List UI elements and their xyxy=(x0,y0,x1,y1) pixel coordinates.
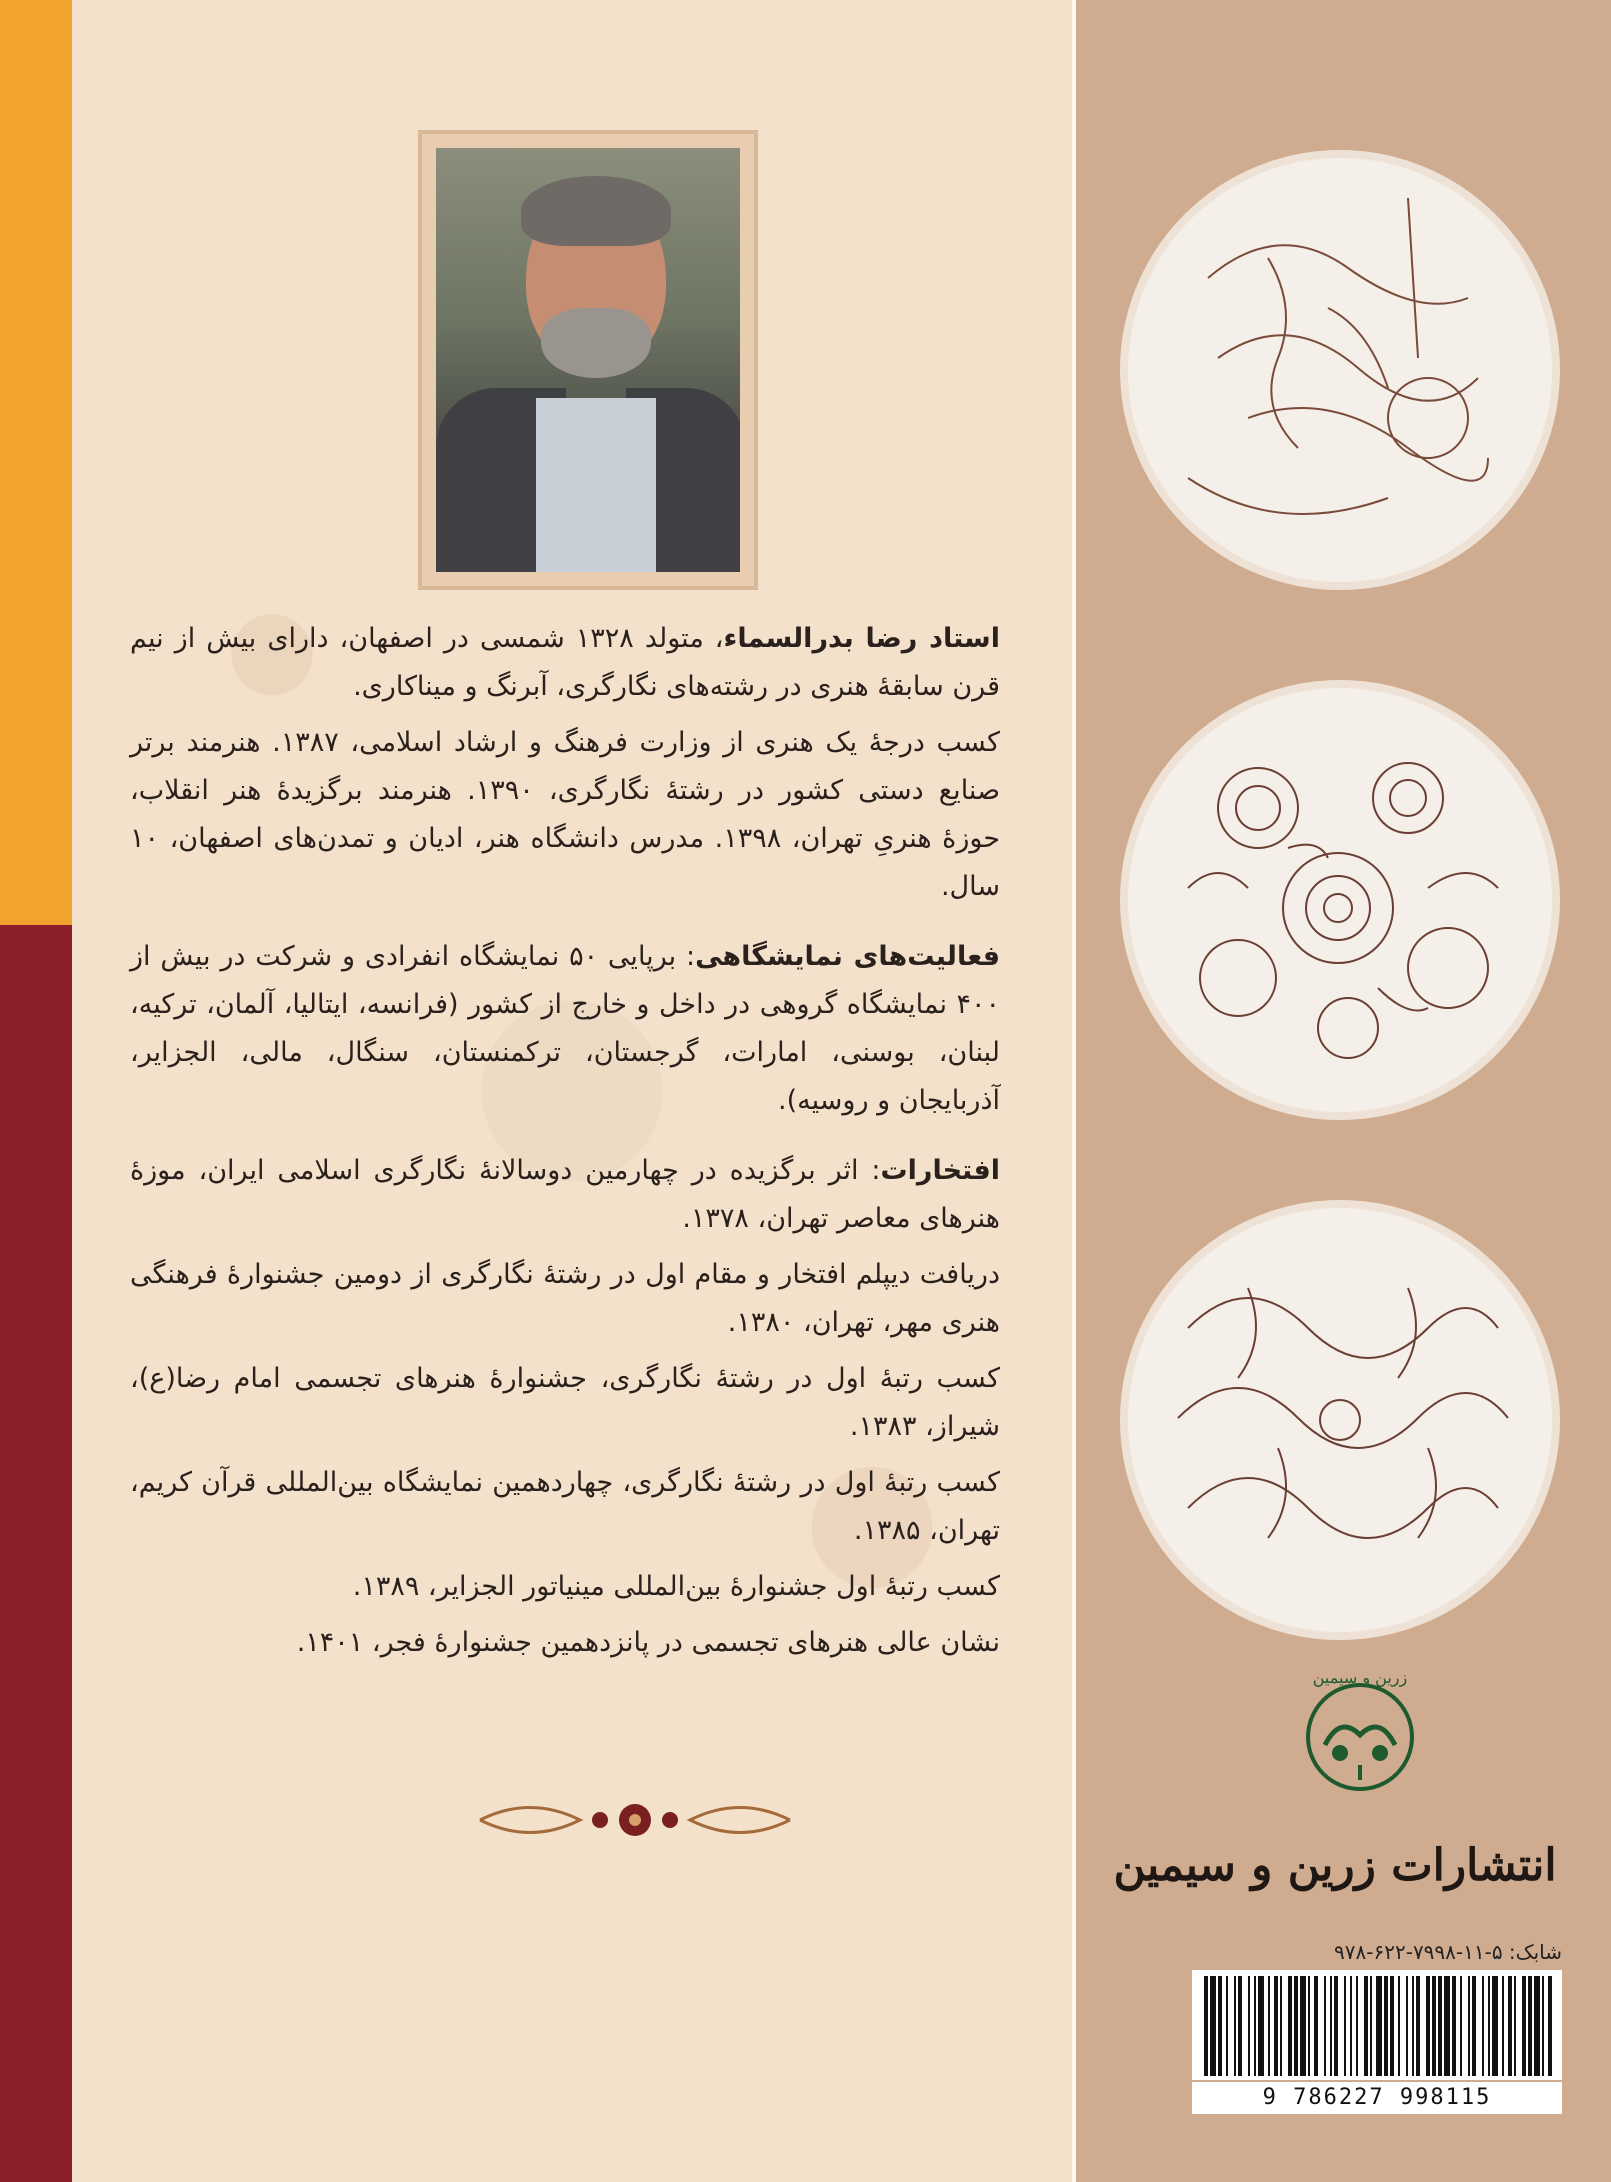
barcode-bar xyxy=(1254,1976,1256,2076)
barcode-bar xyxy=(1460,1976,1462,2076)
barcode-bar xyxy=(1268,1976,1270,2076)
honor-item: دریافت دیپلم افتخار و مقام اول در رشتهٔ نگارگری از دومین جشنوارهٔ فرهنگی هنری مهر، تهران، ۱۳۸۰. xyxy=(130,1259,1000,1338)
honor-item: نشان عالی هنرهای تجسمی در پانزدهمین جشنوارهٔ فجر، ۱۴۰۱. xyxy=(296,1627,1000,1658)
miniature-plate-flowers xyxy=(1120,680,1560,1120)
bio-credentials: کسب درجهٔ یک هنری از وزارت فرهنگ و ارشاد اسلامی، ۱۳۸۷. هنرمند برتر صنایع دستی کشور در رشتهٔ نگارگری، ۱۳۹۰. هنرمند برگزیدهٔ هنر انقلاب، حوزهٔ هنریِ تهران، ۱۳۹۸. مدرس دانشگاه هنر، ادیان و تمدن‌های اصفهان، ۱۰ سال. xyxy=(130,727,1001,902)
barcode-bar xyxy=(1210,1976,1216,2076)
barcode-bar xyxy=(1492,1976,1498,2076)
honor-item: کسب رتبهٔ اول جشنوارهٔ بین‌المللی مینیاتور الجزایر، ۱۳۸۹. xyxy=(352,1571,1000,1602)
publisher-name: انتشارات زرین و سیمین xyxy=(1113,1840,1557,1891)
barcode-bar xyxy=(1528,1976,1532,2076)
barcode-bar xyxy=(1398,1976,1400,2076)
honors-text: : اثر برگزیده در چهارمین دوسالانهٔ نگارگری اسلامی ایران، موزهٔ هنرهای معاصر تهران، ۱۳۷۸. xyxy=(130,1155,1000,1234)
barcode xyxy=(1192,1970,1562,2080)
barcode-bar xyxy=(1452,1976,1456,2076)
isbn-barcode-block xyxy=(1192,1940,1562,2130)
barcode-bar xyxy=(1472,1976,1476,2076)
photo-beard xyxy=(541,308,651,378)
bio-honors xyxy=(130,1147,1000,1243)
barcode-bar xyxy=(1406,1976,1408,2076)
barcode-bar xyxy=(1288,1976,1292,2076)
barcode-bar xyxy=(1444,1976,1450,2076)
barcode-bar xyxy=(1330,1976,1332,2076)
barcode-bar xyxy=(1280,1976,1282,2076)
barcode-bar xyxy=(1204,1976,1208,2076)
barcode-bar xyxy=(1350,1976,1352,2076)
barcode-bar xyxy=(1364,1976,1368,2076)
author-biography xyxy=(130,615,1000,1675)
photo-hair xyxy=(521,176,671,246)
barcode-bar xyxy=(1502,1976,1504,2076)
barcode-bar xyxy=(1300,1976,1306,2076)
barcode-bar xyxy=(1508,1976,1512,2076)
barcode-bar xyxy=(1412,1976,1414,2076)
orange-side-strip xyxy=(0,0,72,925)
honor-item: کسب رتبهٔ اول در رشتهٔ نگارگری، چهاردهمین نمایشگاه بین‌المللی قرآن کریم، تهران، ۱۳۸۵. xyxy=(130,1467,1000,1546)
bio-intro xyxy=(130,615,1000,711)
barcode-bar xyxy=(1248,1976,1250,2076)
publisher-emblem xyxy=(1290,1665,1430,1795)
bio-exhibitions xyxy=(130,933,1000,1125)
barcode-bar xyxy=(1218,1976,1222,2076)
barcode-bar xyxy=(1258,1976,1264,2076)
exhibitions-text: : برپایی ۵۰ نمایشگاه انفرادی و شرکت در بیش از ۴۰۰ نمایشگاه گروهی در داخل و خارج از کشور (فرانسه، ایتالیا، آلمان، ترکیه، لبنان، بوسنی، امارات، گرجستان، ترکمنستان، سنگال، مالی، الجزایر، آذربایجان و روسیه). xyxy=(130,941,1000,1116)
barcode-bar xyxy=(1438,1976,1442,2076)
barcode-bar xyxy=(1534,1976,1540,2076)
floral-divider-ornament xyxy=(470,1790,800,1850)
barcode-bar xyxy=(1314,1976,1318,2076)
author-photo xyxy=(436,148,740,572)
barcode-bar xyxy=(1238,1976,1242,2076)
author-name: استاد رضا بدرالسماء xyxy=(723,623,1000,654)
barcode-bar xyxy=(1226,1976,1228,2076)
barcode-bar xyxy=(1426,1976,1430,2076)
barcode-bar xyxy=(1542,1976,1544,2076)
barcode-bar xyxy=(1344,1976,1346,2076)
barcode-bar xyxy=(1370,1976,1372,2076)
miniature-plate-figure xyxy=(1120,150,1560,590)
barcode-bar xyxy=(1384,1976,1388,2076)
barcode-bar xyxy=(1488,1976,1490,2076)
photo-shirt xyxy=(536,398,656,572)
miniature-plate-arabesque xyxy=(1120,1200,1560,1640)
author-photo-frame xyxy=(418,130,758,590)
barcode-bar xyxy=(1308,1976,1310,2076)
honors-label: افتخارات xyxy=(880,1155,1000,1186)
barcode-bar xyxy=(1416,1976,1420,2076)
isbn-label: شابک: ۵-۱۱-۷۹۹۸-۶۲۲-۹۷۸ xyxy=(1334,1940,1562,1964)
barcode-bar xyxy=(1324,1976,1326,2076)
barcode-bar xyxy=(1514,1976,1516,2076)
emblem-text: زرین و سیمین xyxy=(1312,1668,1408,1687)
barcode-bar xyxy=(1390,1976,1394,2076)
barcode-bar xyxy=(1234,1976,1236,2076)
barcode-bar xyxy=(1334,1976,1338,2076)
barcode-bar xyxy=(1548,1976,1552,2076)
exhibitions-label: فعالیت‌های نمایشگاهی xyxy=(695,941,1001,972)
barcode-bar xyxy=(1522,1976,1526,2076)
barcode-bar xyxy=(1356,1976,1358,2076)
barcode-bar xyxy=(1468,1976,1470,2076)
barcode-bar xyxy=(1294,1976,1298,2076)
barcode-bar xyxy=(1482,1976,1484,2076)
maroon-side-strip xyxy=(0,925,72,2182)
bio-intro-rest: ، متولد ۱۳۲۸ شمسی در اصفهان، دارای بیش از نیم قرن سابقهٔ هنری در رشته‌های نگارگری، آبرنگ و میناکاری. xyxy=(130,623,1000,702)
honor-item: کسب رتبهٔ اول در رشتهٔ نگارگری، جشنوارهٔ هنرهای تجسمی امام رضا(ع)، شیراز، ۱۳۸۳. xyxy=(130,1363,1000,1442)
barcode-bar xyxy=(1432,1976,1436,2076)
barcode-number: 9 786227 998115 xyxy=(1192,2082,1562,2114)
barcode-bar xyxy=(1274,1976,1278,2076)
barcode-bar xyxy=(1376,1976,1382,2076)
